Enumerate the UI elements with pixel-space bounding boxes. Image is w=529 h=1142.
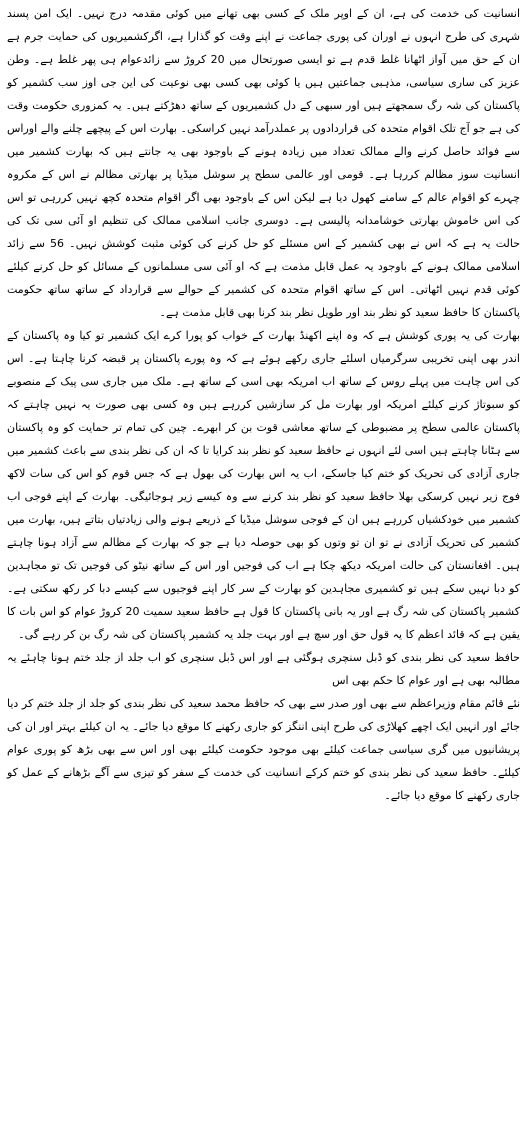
article-paragraph-4: نئے قائم مقام وزیراعظم سے بھی اور صدر سے بھی کہ حافظ محمد سعید کی نظر بندی کو جلد از جلد ختم کر دیا جائے اور انہیں ایک اچھے کھلاڑی کی طرح اپنی اننگز کو جاری رکھنے کا موقع دیا جائے۔ یہ ان کیلئے بہتر اور ان کی پریشانیوں میں گری سیاسی جماعت کیلئے بھی موجود حکومت کیلئے بھی اور اس سے بھی بڑھ کو پوری عوام کیلئے۔ حافظ سعید کی نظر بندی کو ختم کرکے انسانیت کی خدمت کے سفر کو تیزی سے آگے بڑھانے کے عمل کو جاری رکھنے کا موقع دیا جائے۔ (7, 697, 520, 802)
article-paragraph-2: بھارت کی یہ پوری کوشش ہے کہ وہ اپنے اکھنڈ بھارت کے خواب کو پورا کرے ایک کشمیر تو کیا وہ پاکستان کے اندر بھی اپنی تخریبی سرگرمیاں اسلئے جاری رکھے ہوئے ہے کہ وہ پورے پاکستان پر قبضہ کرنا چاہتا ہے۔ اس کی اس چاہت میں پہلے روس کے ساتھ اب امریکہ بھی اسی کے ساتھ ہے۔ ملک میں جاری سی پیک کے منصوبے کو سبوتاژ کرنے کیلئے امریکہ اور بھارت مل کر سازشیں کررہے ہیں وہ کسی بھی صورت یہ نہیں چاہتے کہ پاکستان عالمی سطح پر مضبوطی کے ساتھ معاشی قوت بن کر ابھرے۔ چین کی تمام تر حمایت کو وہ پاکستان سے ہٹانا چاہتے ہیں اسی لئے انہوں نے حافظ سعید کو نظر بند کرایا تا کہ ان کی نظر بندی سے باعث کشمیر میں جاری آزادی کی تحریک کو ختم کیا جاسکے، اب یہ اس بھارت کی بھول ہے کہ جس قوم کو اس کی سات لاکھ فوج زیر نہیں کرسکی بھلا حافظ سعید کو نظر بند کرنے سے وہ کیسے زیر ہوجائیگی۔ بھارت کے اپنے فوجی اب کشمیر میں خودکشیاں کررہے ہیں ان کے فوجی سوشل میڈیا کے ذریعے ہونے والی زیادتیاں بتاتے ہیں، بھارت میں کشمیر کی تحریک آزادی نے تو ان تو وتوں کو بھی حوصلہ دیا ہے جو کہ بھارت کے مظالم سے آزاد ہونا چاہتے ہیں۔ افغانستان کی حالت امریکہ دیکھ چکا ہے اب کی فوجیں اور اس کے ساتھ نیٹو کی فوجیں تک تو مجاہدین کو دبا نہیں سکے ہیں تو کشمیری مجاہدین کو بھارت کے سر کار اپنے فوجیوں سے کیسے دبا کر رکھ سکتی ہے۔ کشمیر پاکستان کی شہ رگ ہے اور یہ بانی پاکستان کا قول ہے حافظ سعید سمیت 20 کروڑ عوام کو اس بات کا یقین ہے کہ قائد اعظم کا یہ قول حق اور سچ ہے اور بہت جلد یہ کشمیر پاکستان کی شہ رگ بن کر رہے گی۔ (7, 329, 520, 641)
article-paragraph-3: حافظ سعید کی نظر بندی کو ڈبل سنچری ہوگئی ہے اور اس ڈبل سنچری کو اب جلد از جلد ختم ہونا چاہئے یہ مطالبہ بھی ہے اور عوام کا حکم بھی اس (7, 651, 520, 687)
article-paragraph-1: انسانیت کی خدمت کی ہے، ان کے اوپر ملک کے کسی بھی تھانے میں کوئی مقدمہ درج نہیں۔ ایک امن پسند شہری کی طرح انہوں نے اوران کی پوری جماعت نے اپنے وقت کو گذارا ہے، اگرکشمیریوں کی حمایت جرم ہے ان کے حق میں آواز اٹھانا غلط قدم ہے تو ایسی صورتحال میں 20 کروڑ سے زائدعوام ہی پھر غلط ہے۔ وطن عزیز کی ساری سیاسی، مذہبی جماعتیں ہیں یا کوئی بھی کسی بھی نوعیت کی این جی اوز سب کشمیر کو پاکستان کی شہ رگ سمجھتے ہیں اور سبھی کے دل کشمیریوں کے ساتھ دھڑکتے ہیں۔ یہ کمزوری حکومت وقت کی ہے جو آج تلک اقوام متحدہ کی قراردادوں پر عملدرآمد نہیں کراسکی۔ بھارت اس کے پیچھے چلنے والے اوراس سے فوائد حاصل کرنے والے ممالک تعداد میں زیادہ ہونے کے باوجود بھی یہ جانتے ہیں کہ بھارت کشمیر میں انسانیت سوز مظالم کررہا ہے۔ قومی اور عالمی سطح پر سوشل میڈیا پر بھارتی مظالم نے اس کے مکروہ چہرے کو اقوام عالم کے سامنے کھول دیا ہے لیکن اس کے باوجود بھی اگر اقوام متحدہ کچھ نہیں کررہی تو اس کی اس خاموش بھارتی خوشامدانہ پالیسی ہے۔ دوسری جانب اسلامی ممالک کی تنظیم او آئی سی تک کی حالت یہ ہے کہ اس نے بھی کشمیر کے اس مسئلے کو حل کرنے کی کوئی مثبت کوشش نہیں۔ 56 سے زائد اسلامی ممالک ہونے کے باوجود یہ عمل قابل مذمت ہے کہ او آئی سی مسلمانوں کے مسائل کو حل کرنے کیلئے کوئی قدم نہیں اٹھاتی۔ اس کے ساتھ اقوام متحدہ کی کشمیر کے حوالے سے قرارداد کے ساتھ ساتھ حکومت پاکستان کا حافظ سعید کو نظر بند اور طویل نظر بند کرنا بھی قابل مذمت ہے۔ (7, 7, 520, 319)
